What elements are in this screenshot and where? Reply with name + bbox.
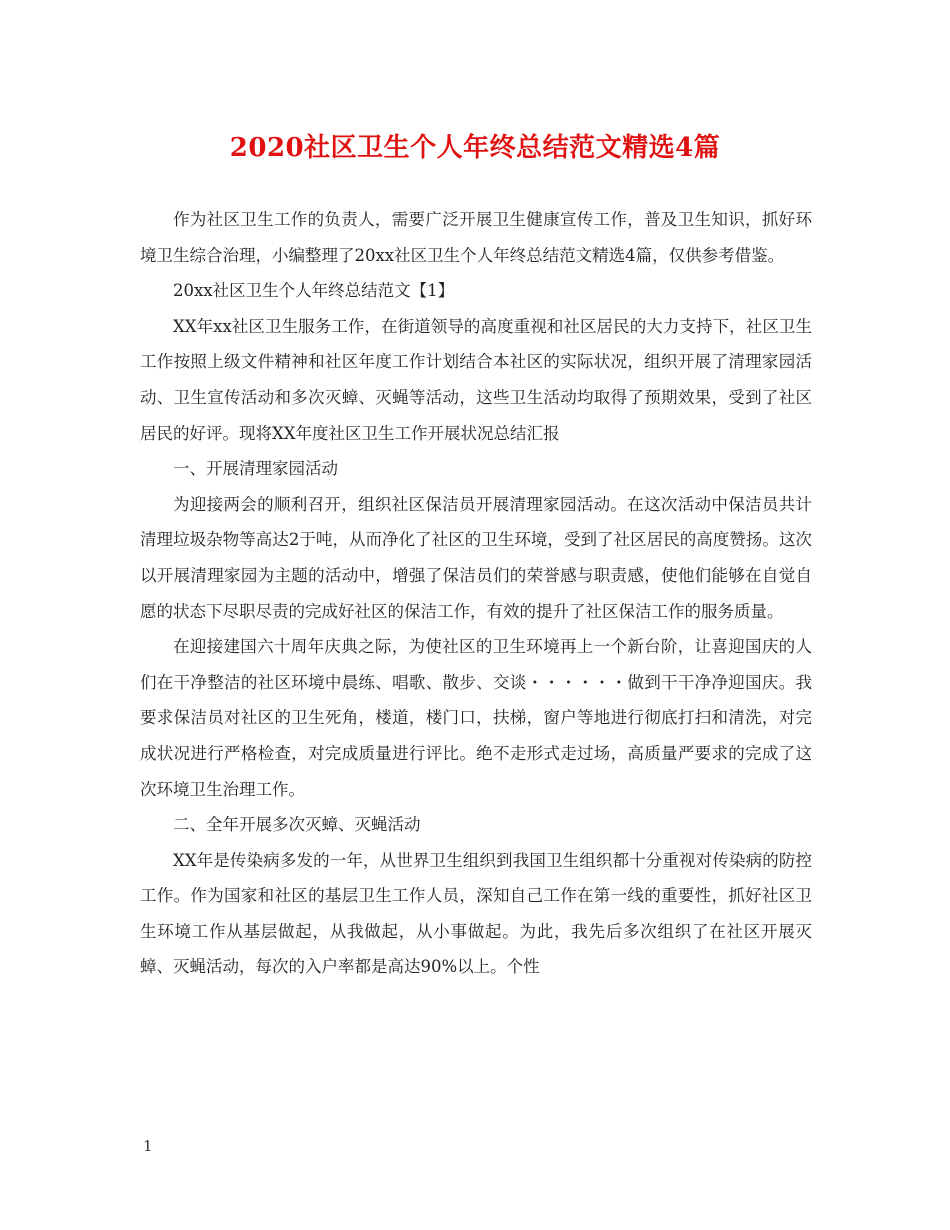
document-title: 2020社区卫生个人年终总结范文精选4篇 [229,133,721,163]
section-heading: 20xx社区卫生个人年终总结范文【1】 [173,281,455,301]
body-paragraph: 在迎接建国六十周年庆典之际，为使社区的卫生环境再上一个新台阶，让喜迎国庆的人们在干净整洁的社区环境中晨练、唱歌、散步、交谈・・・・・・做到干干净净迎国庆。我要求保洁员对社区的卫生死角，楼道，楼门口，扶梯，窗户等地进行彻底打扫和清洗，对完成状况进行严格检查，对完成质量进行评比。绝不走形式走过场，高质量严要求的完成了这次环境卫生治理工作。 [140,637,812,799]
subsection-heading: 二、全年开展多次灭蟑、灭蝇活动 [173,815,421,835]
document-body [140,202,812,985]
body-paragraph: XX年是传染病多发的一年，从世界卫生组织到我国卫生组织都十分重视对传染病的防控工作。作为国家和社区的基层卫生工作人员，深知自己工作在第一线的重要性，抓好社区卫生环境工作从基层做起，从我做起，从小事做起。为此，我先后多次组织了在社区开展灭蟑、灭蝇活动，每次的入户率都是高达90%以上。个性 [140,850,812,977]
page-number: 1 [143,1137,153,1155]
intro-paragraph: 作为社区卫生工作的负责人，需要广泛开展卫生健康宣传工作，普及卫生知识，抓好环境卫生综合治理，小编整理了20xx社区卫生个人年终总结范文精选4篇，仅供参考借鉴。 [140,210,812,265]
body-paragraph: 为迎接两会的顺利召开，组织社区保洁员开展清理家园活动。在这次活动中保洁员共计清理垃圾杂物等高达2于吨，从而净化了社区的卫生环境，受到了社区居民的高度赞扬。这次以开展清理家园为主题的活动中，增强了保洁员们的荣誉感与职责感，使他们能够在自觉自愿的状态下尽职尽责的完成好社区的保洁工作，有效的提升了社区保洁工作的服务质量。 [140,494,812,621]
subsection-heading: 一、开展清理家园活动 [173,459,338,479]
body-paragraph: XX年xx社区卫生服务工作，在街道领导的高度重视和社区居民的大力支持下，社区卫生工作按照上级文件精神和社区年度工作计划结合本社区的实际状况，组织开展了清理家园活动、卫生宣传活动和多次灭蟑、灭蝇等活动，这些卫生活动均取得了预期效果，受到了社区居民的好评。现将XX年度社区卫生工作开展状况总结汇报 [140,316,812,443]
